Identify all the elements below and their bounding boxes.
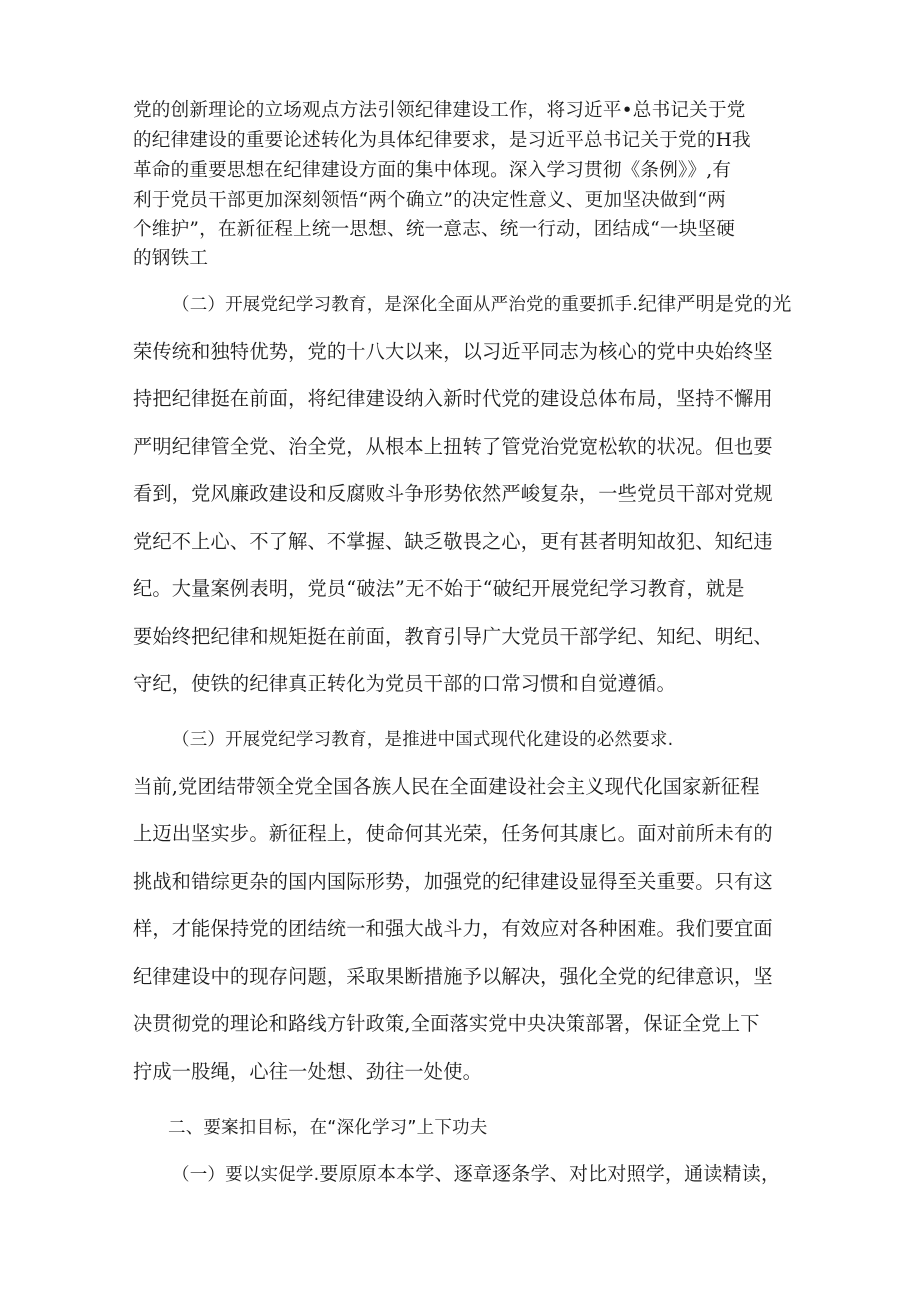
body-text-line: 持把纪律挺在前面，将纪律建设纳入新时代党的建设总体布局，坚持不懈用 (133, 387, 773, 410)
body-text-line: 挑战和错综更杂的国内国际形势，加强党的纪律建设显得至关重要。只有这 (133, 870, 773, 893)
body-text-run: 要原原本本学、逐章逐条学、对比对照学，通读精读， (319, 1163, 781, 1185)
section-heading-2-line (172, 289, 792, 316)
section-heading-3: （三）开展党纪学习教育，是推进中国式现代化建设的必然要求. (172, 730, 674, 750)
body-text-line: 守纪，使铁的纪律真正转化为党员干部的口常习惯和自觉遵循。 (133, 672, 676, 695)
body-text-line: 荣传统和独特优势，党的十八大以来，以习近平同志为核心的党中央始终坚 (133, 340, 773, 363)
part-heading-2: 二、要案扣目标，在“深化学习”上下功夫 (168, 1118, 488, 1138)
body-text-line: 严明纪律管全党、治全党，从根本上扭转了管党治党宽松软的状况。但也要 (133, 435, 773, 458)
body-text-line: 利于党员干部更加深刻领悟“两个确立”的决定性意义、更加坚决做到“两 (133, 190, 726, 211)
body-text-line: 要始终把纪律和规矩挺在前面，教育引导广大党员干部学纪、知纪、明纪、 (133, 625, 773, 648)
subsection-heading-1: （一）要以实促学. (172, 1165, 320, 1185)
subsection-heading-1-line (172, 1159, 780, 1186)
body-text-line: 纪律建设中的现存问题，采取果断措施予以解决，强化全党的纪律意识，坚 (133, 965, 773, 988)
body-text-line: 党纪不上心、不了解、不掌握、缺乏敬畏之心，更有甚者明知故犯、知纪违 (133, 530, 773, 553)
body-text-line: 上迈出坚实步。新征程上，使命何其光荣，任务何其康匕。面对前所未有的 (133, 822, 773, 845)
body-text-run: 纪律严明是党的光 (637, 293, 792, 315)
body-text-line: 的钢铁工 (133, 248, 209, 269)
body-text-line: 当前,党团结带领全党全国各族人民在全面建设社会主义现代化国家新征程 (133, 775, 760, 798)
body-text-line: 样，才能保持党的团结统一和强大战斗力，有效应对各种困难。我们要宜面 (133, 917, 773, 940)
body-text-line: 纪。大量案例表明，党员“破法”无不始于“破纪开展党纪学习教育，就是 (133, 577, 745, 600)
body-text-line: 的纪律建设的重要论述转化为具体纪律要求，是习近平总书记关于党的H我 (133, 130, 751, 151)
body-text-line: 党的创新理论的立场观点方法引领纪律建设工作，将习近平•总书记关于党 (133, 100, 746, 121)
body-text-line: 革命的重要思想在纪律建设方面的集中体现。深入学习贯彻《条例》》,有 (133, 160, 732, 181)
body-text-line: 决贯彻党的理论和路线方针政策,全面落实党中央决策部署，保证全党上下 (133, 1012, 760, 1035)
section-heading-2: （二）开展党纪学习教育，是深化全面从严治党的重要抓手. (172, 295, 638, 315)
body-text-line: 个维护”，在新征程上统一思想、统一意志、统一行动，团结成“一块坚硬 (133, 219, 736, 240)
body-text-line: 拧成一股绳，心往一处想、劲往一处使。 (133, 1060, 482, 1083)
body-text-line: 看到，党风廉政建设和反腐败斗争形势依然严峻复杂，一些党员干部对党规 (133, 482, 773, 505)
